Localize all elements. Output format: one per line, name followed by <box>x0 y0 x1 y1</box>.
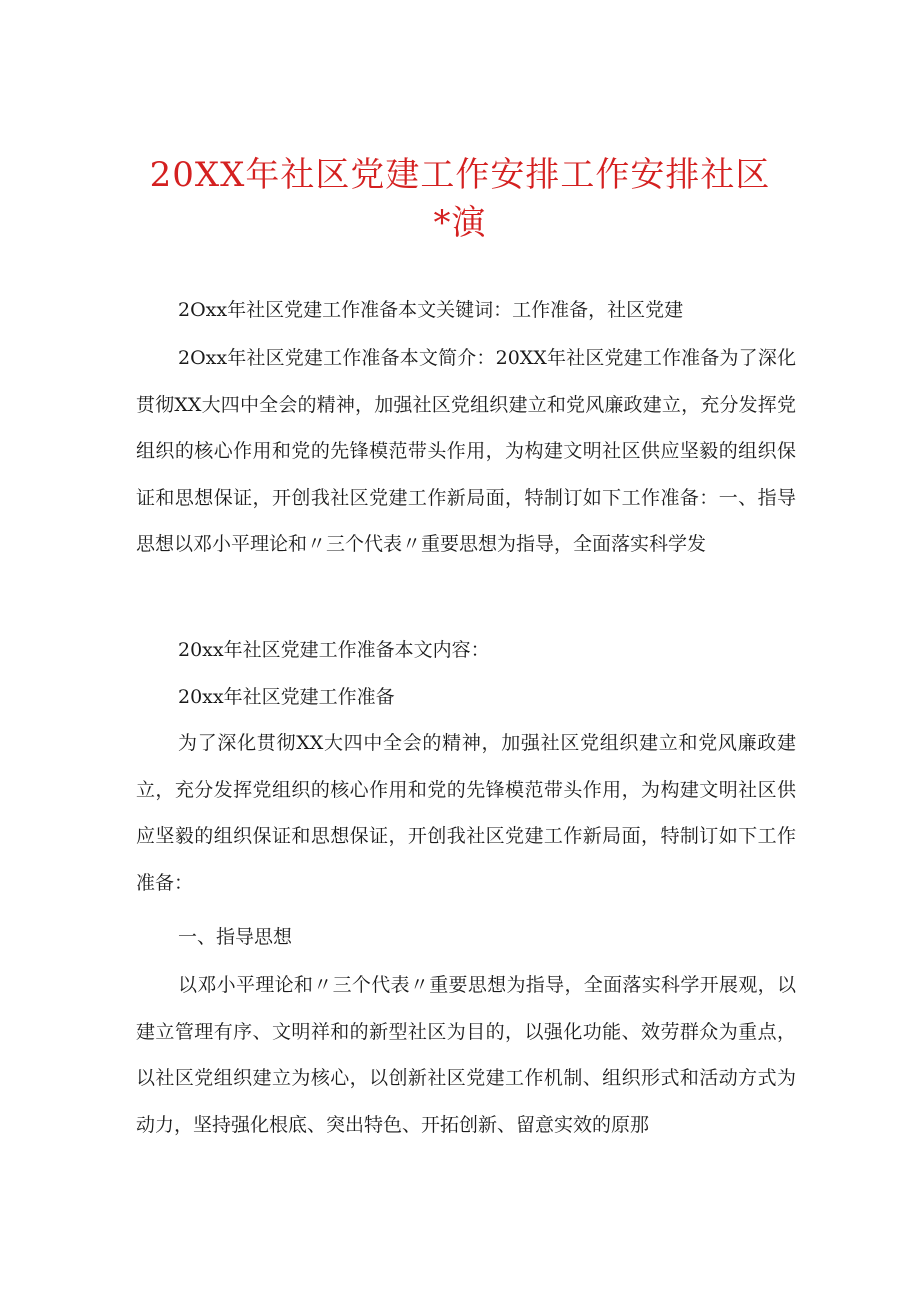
content-label-paragraph: 20xx年社区党建工作准备本文内容： <box>178 639 490 661</box>
section-1-body: 以邓小平理论和〃三个代表〃重要思想为指导，全面落实科学开展观，以建立管理有序、文明祥和的新型社区为目的，以强化功能、效劳群众为重点，以社区党组织建立为核心，以创新社区党建工作机制、组织形式和活动方式为动力，坚持强化根底、突出特色、开拓创新、留意实效的原那 <box>136 974 796 1136</box>
summary-paragraph: 2Oxx年社区党建工作准备本文简介：20XX年社区党建工作准备为了深化贯彻XX大四中全会的精神，加强社区党组织建立和党风廉政建立，充分发挥党组织的核心作用和党的先锋模范带头作用，为构建文明社区供应坚毅的组织保证和思想保证，开创我社区党建工作新局面，特制订如下工作准备：一、指导思想以邓小平理论和〃三个代表〃重要思想为指导，全面落实科学发 <box>136 347 796 555</box>
subtitle-paragraph: 20xx年社区党建工作准备 <box>178 686 395 708</box>
keywords-paragraph: 2Oxx年社区党建工作准备本文关键词：工作准备，社区党建 <box>178 299 684 321</box>
intro-paragraph: 为了深化贯彻XX大四中全会的精神，加强社区党组织建立和党风廉政建立，充分发挥党组织的核心作用和党的先锋模范带头作用，为构建文明社区供应坚毅的组织保证和思想保证，开创我社区党建工作新局面，特制订如下工作准备： <box>136 732 796 894</box>
document-title-line-2: *演 <box>433 203 487 243</box>
section-1-heading: 一、指导思想 <box>178 926 293 948</box>
document-title-line-1: 20XX年社区党建工作安排工作安排社区 <box>149 155 771 195</box>
